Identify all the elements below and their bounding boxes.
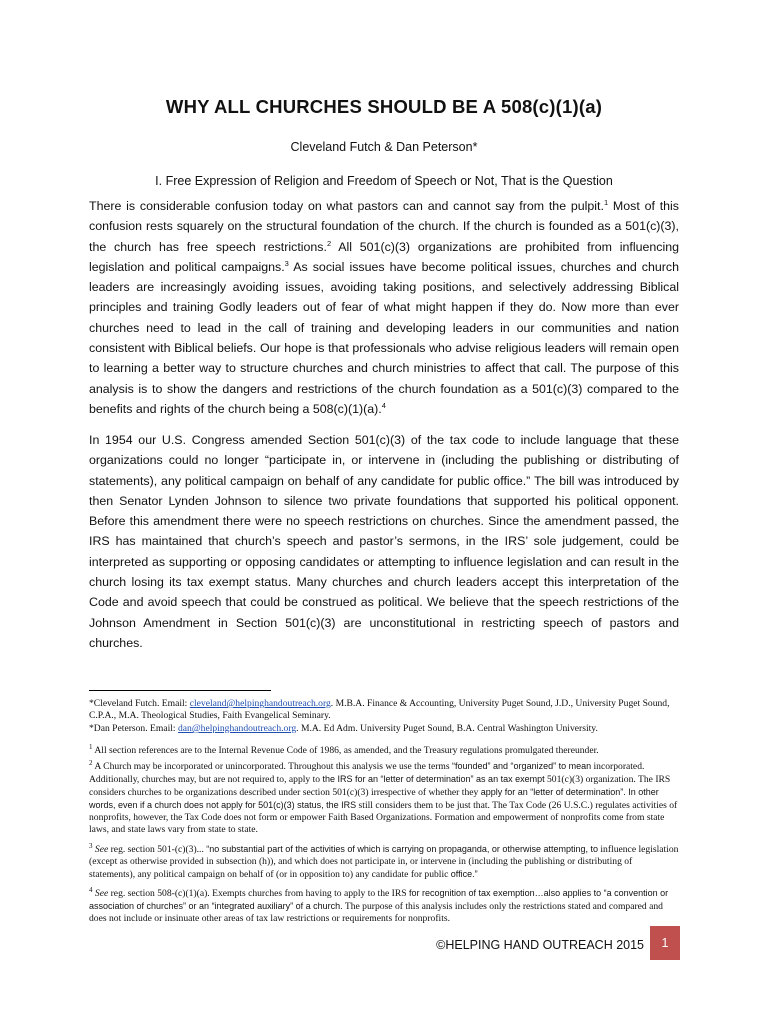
footnote-4-text-a: reg. section 508-(c)(1)(a). Exempts churches from having to apply to the IRS [108,888,410,899]
footnote-3-text-c: influence legislation (except as otherwise provided in subsection (h)), and which does not participate in, or intervene in (including the publishing or distributing of statements), any political campaign on behalf of (or in opposition to) any candidate for public [89,844,679,881]
footnote-separator [89,690,271,691]
footer-copyright: ©HELPING HAND OUTREACH 2015 [436,938,644,952]
footnote-4 [89,887,679,925]
footnote-4-text-b: for recognition of tax exemption…also applies to “a convention or association of churches” or an “integrated auxiliary” of a church. [89,888,669,912]
footnote-1-number: 1 [89,743,93,751]
footnote-3-text-b: “no substantial part of the activities of which is carrying on propaganda, or otherwise attempting, to [206,844,598,854]
footnote-3-text-a: reg. section 501-(c)(3)... [108,844,207,855]
footnote-3-number: 3 [89,842,93,850]
footnote-ref-1[interactable]: 1 [603,198,609,207]
author-note-peterson-prefix: *Dan Peterson. Email: [89,723,178,734]
footnote-2-text-a: A Church may be incorporated or unincorporated. Throughout this analysis we use the terms [92,761,453,772]
author-note-futch-prefix: *Cleveland Futch. Email: [89,698,190,709]
footnote-1 [89,745,679,757]
author-note-peterson-credentials: . M.A. Ed Adm. University Puget Sound, B.A. Central Washington University. [296,723,598,734]
footnote-2-text-b: “founded” and “organized” to mean [452,761,592,771]
footnote-2 [89,760,679,837]
footnote-ref-4[interactable]: 4 [381,400,386,410]
email-link-dan[interactable]: dan@helpinghandoutreach.org [178,723,297,734]
footnote-4-text-c: The purpose of this analysis includes only the restrictions stated and compared and does not include or insinuate other areas of tax law restrictions or requirements for nonprofits. [89,901,663,925]
section-heading: I. Free Expression of Religion and Freedom of Speech or Not, That is the Question [155,174,613,188]
footnote-ref-2[interactable]: 2 [326,238,332,248]
email-link-cleveland[interactable]: cleveland@helpinghandoutreach.org [189,698,331,709]
footnote-3-see: See [92,844,109,855]
paragraph-1 [89,196,679,419]
footnote-4-number: 4 [89,886,93,894]
p1-sentence-2: Most of this confusion rests squarely on the structural foundation of the church. If the church is founded as a 501(c)(3), the church has free speech restrictions. [89,199,679,254]
author-note-futch [89,698,679,722]
footnote-2-text-e: 501(c)(3) organization. The IRS considers churches to be organizations described under section 501(c)(3) irrespective of whether they [89,774,671,799]
footnote-3-text-d: office.” [450,869,478,880]
document-title: WHY ALL CHURCHES SHOULD BE A 508(c)(1)(a) [165,96,603,117]
footnote-4-see: See [92,888,109,899]
p1-sentence-3: All 501(c)(3) organizations are prohibited from influencing legislation and political campaigns. [89,239,679,274]
footnote-2-text-c: incorporated. Additionally, churches may, but are not required to, apply to [89,761,645,786]
footnote-3 [89,843,679,881]
paragraph-2: In 1954 our U.S. Congress amended Section 501(c)(3) of the tax code to include language that these organizations could no longer “participate in, or intervene in (including the publishing or distributing of statements), any political campaign on behalf of any candidate for public office.” The bill was introduced by then Senator Lynden Johnson to silence two private foundations that supported his political opponent. Before this amendment there were no speech restrictions on churches. Since the amendment passed, the IRS has maintained that church’s speech and pastor’s sermons, in the IRS’ sole judgement, could be interpreted as supporting or opposing candidates or attempting to influence legislation and can result in the church losing its tax exempt status. Many churches and church leaders accept this interpretation of the Code and avoid speech that could be construed as political. We believe that the speech restrictions of the Johnson Amendment in Section 501(c)(3) are unconstitutional in restricting speech of pastors and churches. [89,433,679,650]
p1-sentence-1: There is considerable confusion today on what pastors can and cannot say from the pulpit. [89,199,604,213]
author-note-peterson [89,723,679,735]
author-note-futch-credentials: . M.B.A. Finance & Accounting, University Puget Sound, J.D., University Puget Sound, C.P.A., M.A. Theological Studies, Faith Evangelical Seminary. [89,698,670,722]
footnote-2-number: 2 [89,759,93,767]
author-line: Cleveland Futch & Dan Peterson* [290,140,478,154]
p1-sentence-4: As social issues have become political issues, churches and church leaders are increasingly avoiding issues, avoiding taking positions, and selectively addressing Biblical principles and training Godly leaders out of fear of what might happen if they do. Now more than ever churches need to lead in the call of training and developing leaders in our communities and nation consistent with Biblical beliefs. Our hope is that professionals who advise religious leaders will remain open to learning a better way to structure churches and church ministries to affect that call. The purpose of this analysis is to show the dangers and restrictions of the church foundation as a 501(c)(3) compared to the benefits and rights of the church being a 508(c)(1)(a). [89,259,679,416]
page-number-badge: 1 [650,926,680,960]
footnote-2-text-g: still considers them to be just that. The Tax Code (26 U.S.C.) regulates activities of nonprofits, however, the Tax Code does not form or empower Faith Based Organizations. Formation and empowerment of nonprofits come from state laws, and state laws vary from state to state. [89,800,678,836]
footnote-2-text-d: the IRS for an “letter of determination” as an tax exempt [322,774,545,785]
footnote-1-text: All section references are to the Internal Revenue Code of 1986, as amended, and the Treasury regulations promulgated thereunder. [92,745,599,756]
footnote-2-text-f: apply for an “letter of determination”. In other words, even if a church does not apply for 501(c)(3) status, the IRS [89,787,659,811]
footnote-ref-3[interactable]: 3 [284,258,289,268]
